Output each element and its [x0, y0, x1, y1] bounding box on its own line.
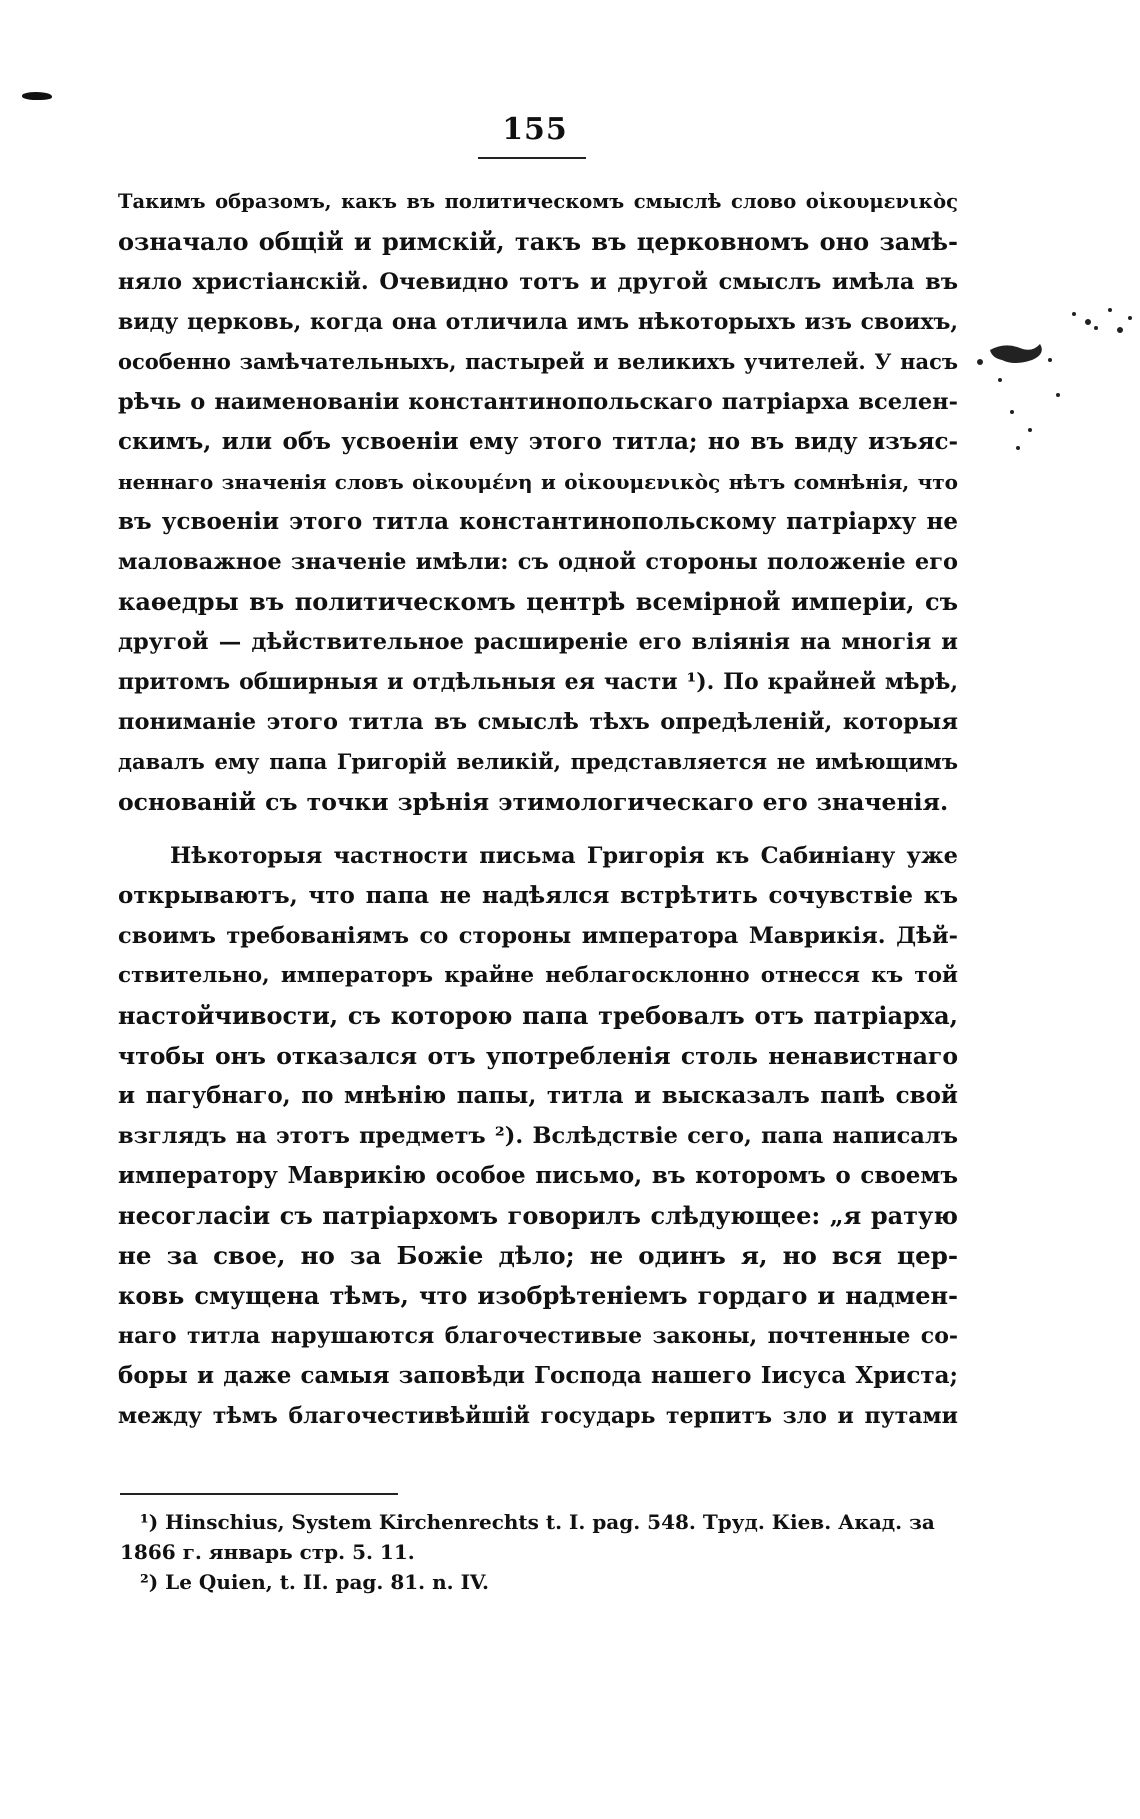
page-number-rule	[478, 157, 586, 159]
text-line: въ усвоеніи этого титла константинопольскому патріарху не	[118, 508, 958, 535]
text-line: ковь смущена тѣмъ, что изобрѣтеніемъ гордаго и надмен-	[118, 1281, 958, 1310]
text-line: своимъ требованіямъ со стороны императора Маврикія. Дѣй-	[118, 923, 958, 949]
body-text	[118, 182, 958, 1436]
text-line: не за свое, но за Божіе дѣло; не одинъ я, но вся цер-	[118, 1241, 958, 1270]
text-line: императору Маврикію особое письмо, въ которомъ о своемъ	[118, 1162, 958, 1189]
page-number: 155	[502, 112, 568, 147]
text-line: ствительно, императоръ крайне неблагосклонно отнесся къ той	[118, 963, 958, 988]
paragraph-1	[118, 182, 958, 822]
paragraph-2	[118, 836, 958, 1436]
text-line: притомъ обширныя и отдѣльныя ея части ¹). По крайней мѣрѣ,	[118, 669, 958, 695]
text-line: наго титла нарушаются благочестивые законы, почтенные со-	[118, 1323, 958, 1349]
text-line: няло христіанскій. Очевидно тотъ и другой смыслъ имѣла въ	[118, 269, 958, 295]
text-line: особенно замѣчательныхъ, пастырей и великихъ учителей. У насъ	[118, 349, 958, 374]
text-line: и пагубнаго, по мнѣнію папы, титла и высказалъ папѣ свой	[118, 1082, 958, 1109]
text-line: основаній съ точки зрѣнія этимологическаго его значенія.	[118, 788, 949, 816]
text-line: рѣчь о наименованіи константинопольскаго патріарха вселен-	[118, 389, 958, 415]
text-line: каѳедры въ политическомъ центрѣ всемірной имперіи, съ	[118, 587, 958, 616]
text-line: означало общій и римскій, такъ въ церковномъ оно замѣ-	[118, 227, 958, 256]
text-line: взглядъ на этотъ предметъ ²). Вслѣдствіе сего, папа написалъ	[118, 1123, 958, 1149]
text-line: открываютъ, что папа не надѣялся встрѣтить сочувствіе къ	[118, 882, 958, 909]
text-line: скимъ, или объ усвоеніи ему этого титла; но въ виду изъяс-	[118, 428, 958, 455]
footnote-1: ¹) Hinschius, System Kirchenrechts t. I. pag. 548. Труд. Кіев. Акад. за	[140, 1510, 935, 1534]
paragraph-gap	[118, 822, 958, 836]
text-line: Нѣкоторыя частности письма Григорія къ Сабиніану уже	[170, 843, 958, 869]
footnotes	[120, 1507, 960, 1597]
text-line: чтобы онъ отказался отъ употребленія столь ненавистнаго	[118, 1042, 958, 1070]
text-line: между тѣмъ благочестивѣйшій государь терпитъ зло и путами	[118, 1403, 958, 1429]
text-line: давалъ ему папа Григорій великій, представляется не имѣющимъ	[118, 749, 958, 774]
text-line: виду церковь, когда она отличила имъ нѣкоторыхъ изъ своихъ,	[118, 309, 958, 335]
text-line: другой — дѣйствительное расширеніе его вліянія на многія и	[118, 629, 958, 655]
text-line: Такимъ образомъ, какъ въ политическомъ смыслѣ слово οἰκουμενικὸς	[118, 190, 958, 213]
margin-ink-marks	[960, 300, 1140, 520]
footnote-2: ²) Le Quien, t. II. pag. 81. n. IV.	[140, 1570, 489, 1594]
text-line: пониманіе этого титла въ смыслѣ тѣхъ опредѣленій, которыя	[118, 709, 958, 735]
footnote-rule	[120, 1493, 398, 1495]
ink-speck	[22, 92, 52, 100]
text-line: боры и даже самыя заповѣди Господа нашего Іисуса Христа;	[118, 1362, 958, 1389]
text-line: маловажное значеніе имѣли: съ одной стороны положеніе его	[118, 549, 958, 575]
text-line: несогласіи съ патріархомъ говорилъ слѣдующее: „я ратую	[118, 1201, 958, 1230]
text-line: настойчивости, съ которою папа требовалъ отъ патріарха,	[118, 1001, 958, 1030]
text-line: неннаго значенія словъ οἰκουμένη и οἰκουμενικὸς нѣтъ сомнѣнія, что	[118, 470, 958, 494]
footnote-1-continuation: 1866 г. январь стр. 5. 11.	[120, 1540, 415, 1564]
